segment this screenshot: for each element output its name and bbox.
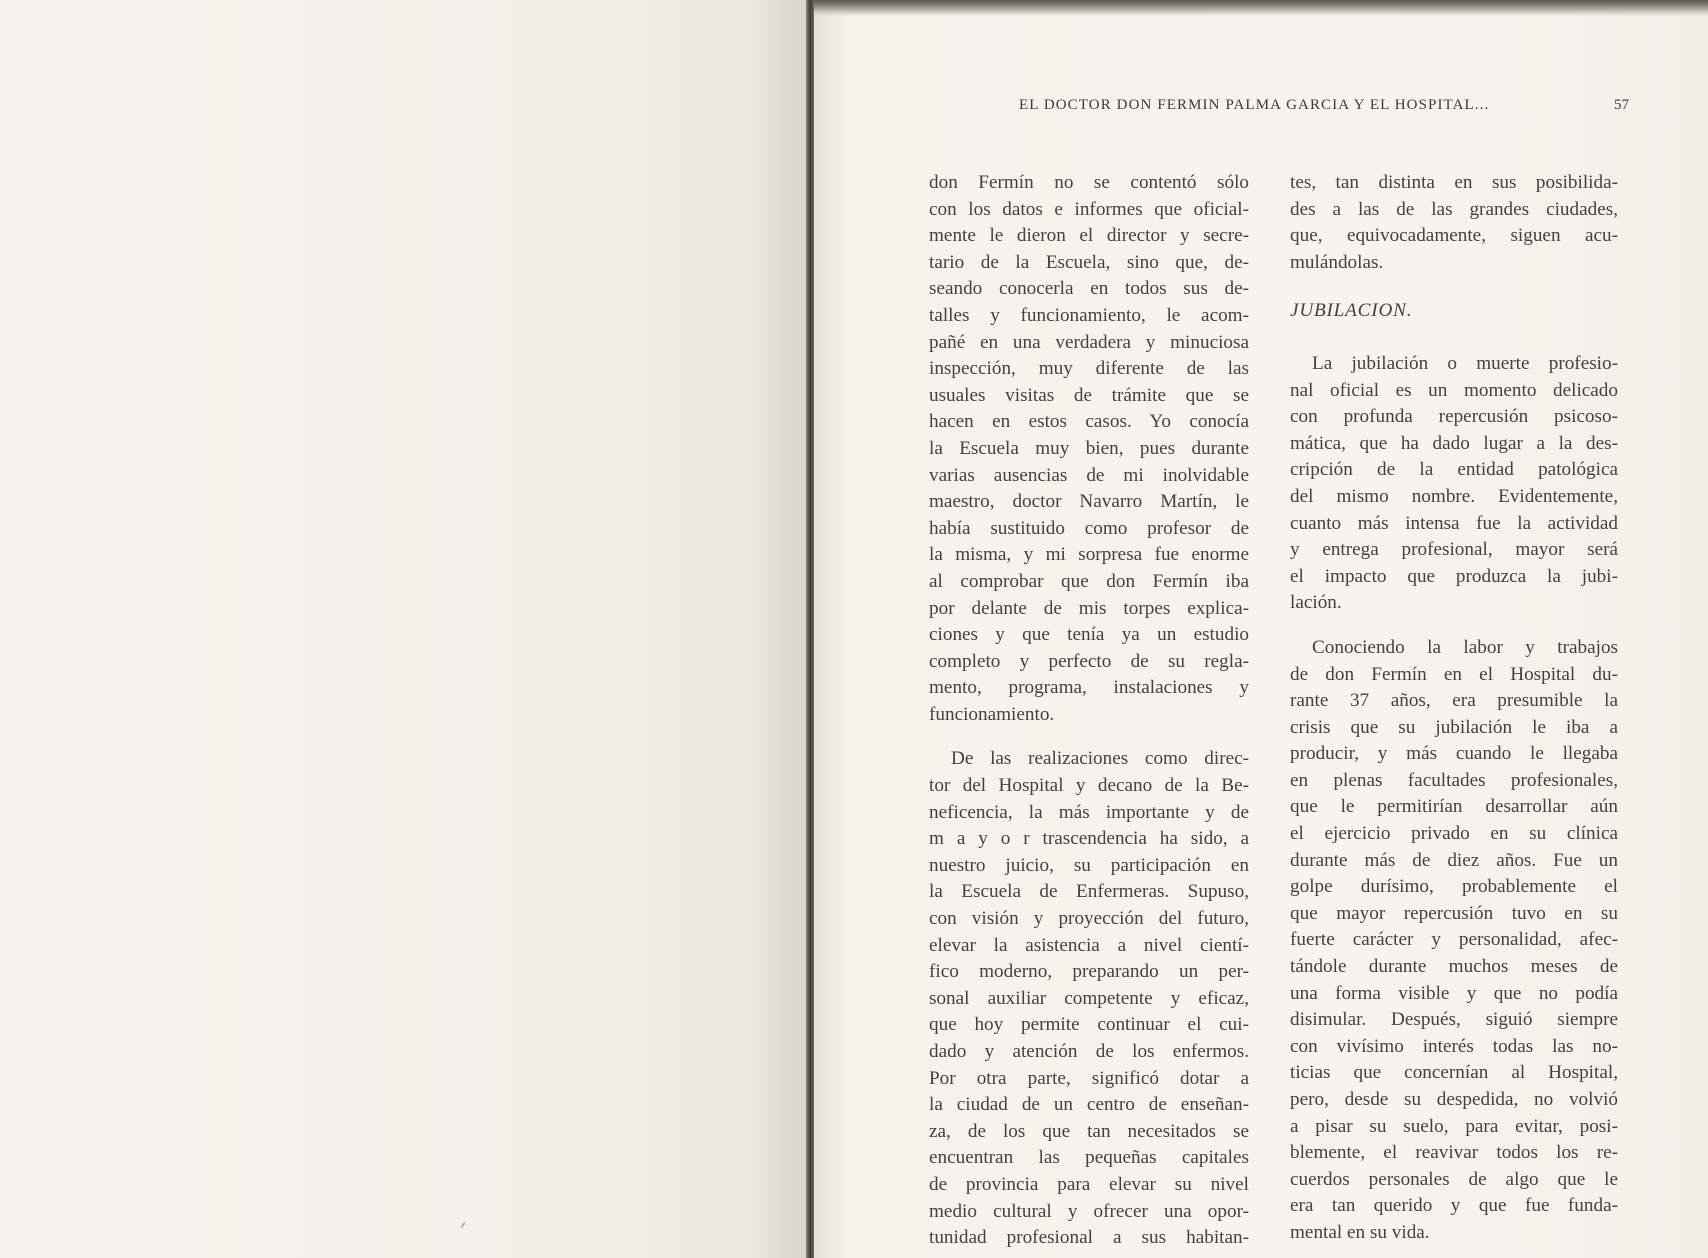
text-line: la Escuela de Enfermeras. Supuso, — [929, 881, 1249, 903]
text-line: producir, y más cuando le llegaba — [1290, 743, 1618, 765]
text-line: disimular. Después, siguió siempre — [1290, 1009, 1618, 1031]
paragraph — [1290, 170, 1618, 276]
text-line: que mayor repercusión tuvo en su — [1290, 902, 1618, 924]
text-line: don Fermín no se contentó sólo — [929, 172, 1249, 193]
paragraph-gap — [929, 728, 1249, 746]
text-line: hacen en estos casos. Yo conocía — [929, 411, 1249, 433]
text-line: que le permitirían desarrollar aún — [1290, 796, 1618, 818]
text-line: elevar la asistencia a nivel cientí- — [929, 934, 1249, 956]
text-line: cuerdos personales de algo que le — [1290, 1168, 1618, 1190]
text-line: sonal auxiliar competente y eficaz, — [929, 987, 1249, 1009]
text-line: la Escuela muy bien, pues durante — [929, 437, 1249, 459]
paragraph — [929, 170, 1249, 728]
text-line: crisis que su jubilación le iba a — [1290, 716, 1618, 738]
text-line: blemente, el reavivar todos los re- — [1290, 1142, 1618, 1164]
text-line: De las realizaciones como direc- — [951, 748, 1249, 770]
text-line: mente le dieron el director y secre- — [929, 225, 1249, 247]
text-line: tario de la Escuela, sino que, de- — [929, 251, 1249, 273]
text-line: durante más de diez años. Fue un — [1290, 849, 1618, 871]
text-line: por delante de mis torpes explica- — [929, 597, 1249, 619]
text-line: con los datos e informes que oficial- — [929, 198, 1249, 220]
text-line: con profunda repercusión psicoso- — [1290, 406, 1618, 428]
text-line: tor del Hospital y decano de la Be- — [929, 775, 1249, 797]
page-top-shadow — [814, 0, 1708, 16]
text-column-right — [1290, 170, 1618, 1247]
paper-fleck-mark — [460, 1222, 465, 1228]
text-line: tándole durante muchos meses de — [1290, 956, 1618, 978]
paragraph — [1290, 635, 1618, 1247]
text-line: al comprobar que don Fermín iba — [929, 570, 1249, 592]
text-line: rante 37 años, era presumible la — [1290, 690, 1618, 712]
text-line: tunidad profesional a sus habitan- — [929, 1227, 1249, 1249]
text-line: fico moderno, preparando un per- — [929, 961, 1249, 983]
book-gutter — [806, 0, 814, 1258]
text-line: des a las de las grandes ciudades, — [1290, 198, 1618, 220]
text-line: fuerte carácter y personalidad, afec- — [1290, 929, 1618, 951]
text-line: cripción de la entidad patológica — [1290, 459, 1618, 481]
text-line: el impacto que produzca la jubi- — [1290, 565, 1618, 587]
text-column-left — [929, 170, 1249, 1252]
text-line: La jubilación o muerte profesio- — [1312, 352, 1618, 374]
heading-gap — [1290, 276, 1618, 298]
text-line: en plenas facultades profesionales, — [1290, 769, 1618, 791]
text-line: nuestro juicio, su participación en — [929, 854, 1249, 876]
text-line: con vivísimo interés todas las no- — [1290, 1035, 1618, 1057]
text-line: varias ausencias de mi inolvidable — [929, 464, 1249, 486]
text-line: ciones y que tenía ya un estudio — [929, 624, 1249, 646]
section-heading: JUBILACION. — [1290, 300, 1413, 322]
text-line: la misma, y mi sorpresa fue enorme — [929, 544, 1249, 566]
text-line: inspección, muy diferente de las — [929, 358, 1249, 380]
text-line: lación. — [1290, 592, 1342, 614]
text-line: encuentran las pequeñas capitales — [929, 1147, 1249, 1169]
text-line: de provincia para elevar su nivel — [929, 1173, 1249, 1195]
text-line: pañé en una verdadera y minuciosa — [929, 331, 1249, 353]
text-line: mental en su vida. — [1290, 1221, 1430, 1243]
text-line: funcionamiento. — [929, 703, 1055, 725]
text-line: completo y perfecto de su regla- — [929, 650, 1249, 672]
paragraph — [929, 746, 1249, 1251]
paragraph — [1290, 351, 1618, 617]
text-line: maestro, doctor Navarro Martín, le — [929, 491, 1249, 513]
text-line: había sustituido como profesor de — [929, 517, 1249, 539]
text-line: que hoy permite continuar el cui- — [929, 1014, 1249, 1036]
text-line: la ciudad de un centro de enseñan- — [929, 1094, 1249, 1116]
text-line: medio cultural y ofrecer una opor- — [929, 1200, 1249, 1222]
text-line: talles y funcionamiento, le acom- — [929, 304, 1249, 326]
text-line: una forma visible y que no podía — [1290, 982, 1618, 1004]
paragraph-gap — [1290, 617, 1618, 635]
text-line: mulándolas. — [1290, 251, 1384, 273]
running-head: EL DOCTOR DON FERMIN PALMA GARCIA Y EL HOSPITAL... — [1019, 97, 1490, 113]
text-line: y entrega profesional, mayor será — [1290, 539, 1618, 561]
text-line: za, de los que tan necesitados se — [929, 1120, 1249, 1142]
heading-gap — [1290, 325, 1618, 351]
text-line: que, equivocadamente, siguen acu- — [1290, 225, 1618, 247]
text-line: mática, que ha dado lugar a la des- — [1290, 432, 1618, 454]
text-line: era tan querido y que fue funda- — [1290, 1195, 1618, 1217]
text-line: neficencia, la más importante y de — [929, 801, 1249, 823]
text-line: tes, tan distinta en sus posibilida- — [1290, 172, 1618, 193]
text-line: del mismo nombre. Evidentemente, — [1290, 485, 1618, 507]
right-page — [814, 0, 1708, 1258]
text-line: el ejercicio privado en su clínica — [1290, 823, 1618, 845]
text-line: Por otra parte, significó dotar a — [929, 1067, 1249, 1089]
left-page-blank — [0, 0, 808, 1258]
text-line: golpe durísimo, probablemente el — [1290, 876, 1618, 898]
text-line: mento, programa, instalaciones y — [929, 677, 1249, 699]
page-number: 57 — [1614, 97, 1629, 113]
text-line: de don Fermín en el Hospital du- — [1290, 663, 1618, 685]
text-line: pero, desde su despedida, no volvió — [1290, 1089, 1618, 1110]
text-line: Conociendo la labor y trabajos — [1312, 636, 1618, 658]
text-line: usuales visitas de trámite que se — [929, 384, 1249, 406]
text-line: ticias que concernían al Hospital, — [1290, 1062, 1618, 1084]
text-line: nal oficial es un momento delicado — [1290, 379, 1618, 401]
text-line: a pisar su suelo, para evitar, posi- — [1290, 1115, 1618, 1137]
text-line: seando conocerla en todos sus de- — [929, 278, 1249, 300]
text-line: con visión y proyección del futuro, — [929, 908, 1249, 930]
text-line: dado y atención de los enfermos. — [929, 1041, 1249, 1062]
text-line: m a y o r trascendencia ha sido, a — [929, 828, 1249, 850]
text-line: cuanto más intensa fue la actividad — [1290, 512, 1618, 534]
